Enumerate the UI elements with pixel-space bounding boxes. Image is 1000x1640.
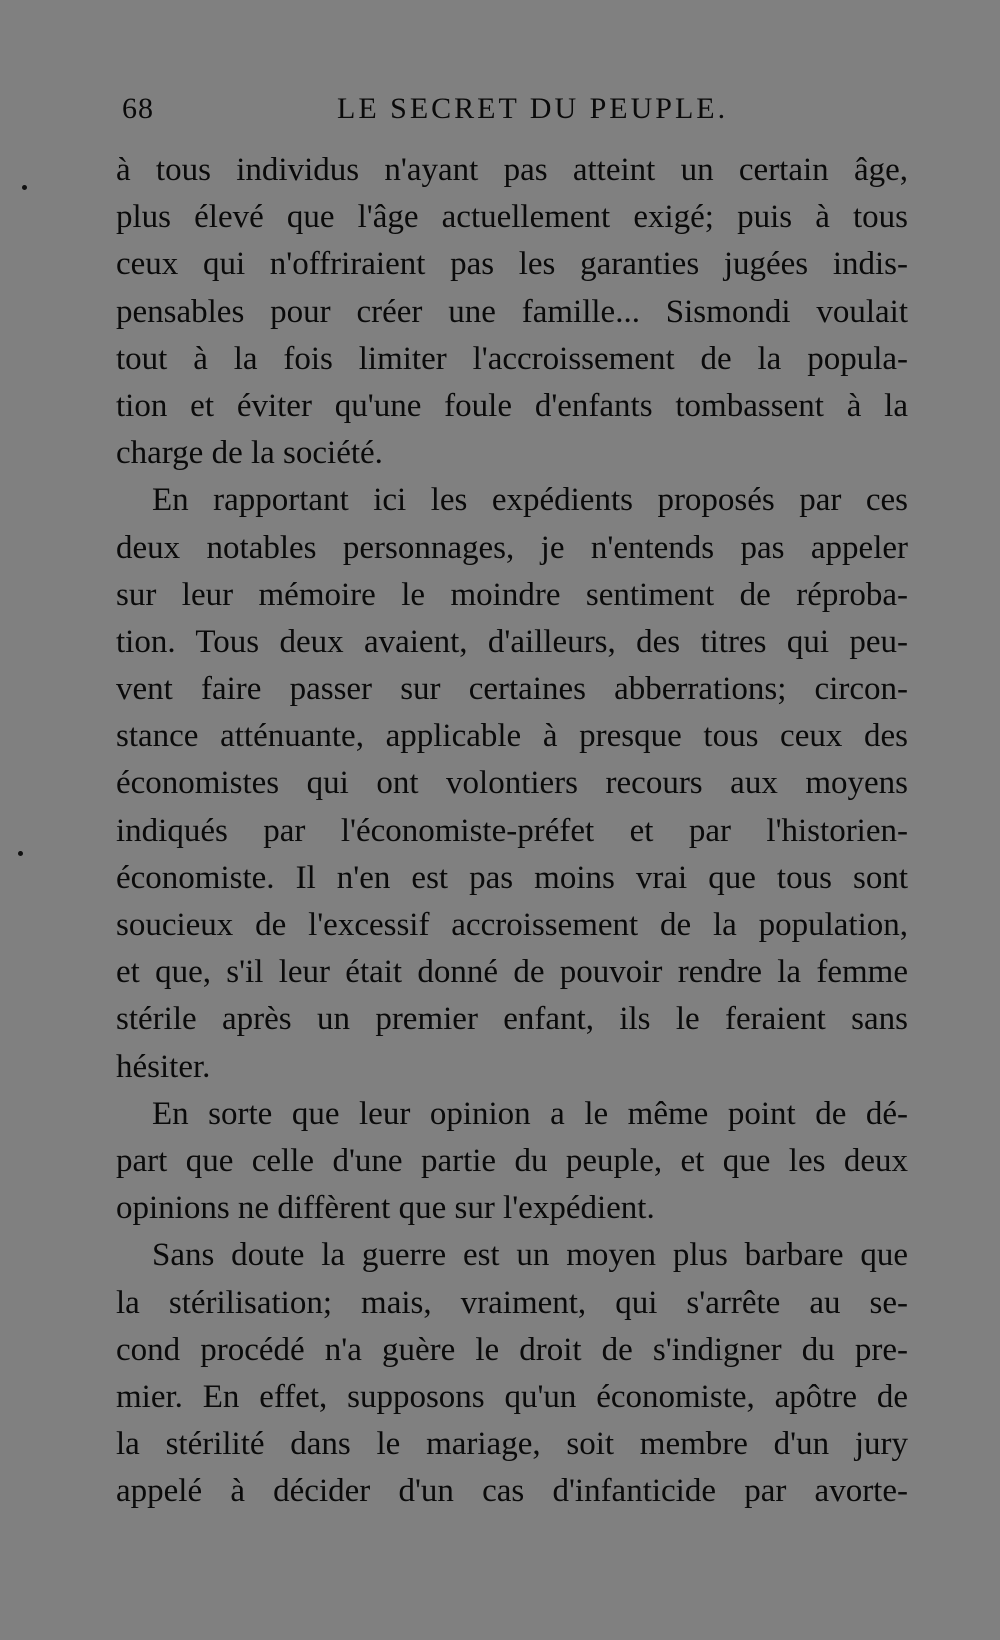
text-line: part que celle d'une partie du peuple, et que les deux bbox=[116, 1142, 908, 1179]
text-line: et que, s'il leur était donné de pouvoir rendre la femme bbox=[116, 954, 908, 991]
body-text bbox=[116, 147, 908, 1515]
text-line: cond procédé n'a guère le droit de s'indigner du pre- bbox=[116, 1331, 908, 1368]
page-number: 68 bbox=[122, 92, 154, 125]
page-header bbox=[122, 92, 902, 132]
scan-speck bbox=[22, 185, 27, 190]
running-title: LE SECRET DU PEUPLE. bbox=[337, 92, 729, 125]
text-line: la stérilité dans le mariage, soit membre d'un jury bbox=[116, 1426, 908, 1463]
text-line: à tous individus n'ayant pas atteint un certain âge, bbox=[116, 152, 908, 188]
text-line: tion. Tous deux avaient, d'ailleurs, des titres qui peu- bbox=[116, 623, 908, 660]
text-line: mier. En effet, supposons qu'un économiste, apôtre de bbox=[116, 1378, 908, 1415]
text-line: charge de la société. bbox=[116, 435, 383, 472]
text-line: soucieux de l'excessif accroissement de la population, bbox=[116, 907, 908, 943]
text-line: hésiter. bbox=[116, 1048, 211, 1085]
paragraph-first-line: En rapportant ici les expédients proposés par ces bbox=[152, 482, 908, 519]
text-line: ceux qui n'offriraient pas les garanties jugées indis- bbox=[116, 246, 908, 283]
text-line: vent faire passer sur certaines abberrations; circon- bbox=[116, 671, 908, 708]
text-line: tout à la fois limiter l'accroissement de la popula- bbox=[116, 340, 908, 377]
text-line: appelé à décider d'un cas d'infanticide par avorte- bbox=[116, 1473, 908, 1510]
text-line: économiste. Il n'en est pas moins vrai que tous sont bbox=[116, 859, 908, 896]
text-line: stance atténuante, applicable à presque tous ceux des bbox=[116, 718, 908, 755]
paragraph-first-line: Sans doute la guerre est un moyen plus barbare que bbox=[152, 1237, 908, 1274]
paragraph-first-line: En sorte que leur opinion a le même point de dé- bbox=[152, 1095, 908, 1132]
text-line: plus élevé que l'âge actuellement exigé; puis à tous bbox=[116, 199, 908, 236]
text-line: stérile après un premier enfant, ils le feraient sans bbox=[116, 1001, 908, 1038]
text-line: indiqués par l'économiste-préfet et par l'historien- bbox=[116, 812, 908, 849]
text-line: sur leur mémoire le moindre sentiment de réproba- bbox=[116, 576, 908, 613]
text-line: pensables pour créer une famille... Sismondi voulait bbox=[116, 293, 908, 330]
text-line: opinions ne diffèrent que sur l'expédient. bbox=[116, 1190, 655, 1227]
text-line: tion et éviter qu'une foule d'enfants tombassent à la bbox=[116, 387, 908, 424]
scan-speck bbox=[18, 851, 23, 856]
text-line: deux notables personnages, je n'entends pas appeler bbox=[116, 529, 908, 566]
text-line: économistes qui ont volontiers recours aux moyens bbox=[116, 765, 908, 802]
text-line: la stérilisation; mais, vraiment, qui s'arrête au se- bbox=[116, 1284, 908, 1321]
